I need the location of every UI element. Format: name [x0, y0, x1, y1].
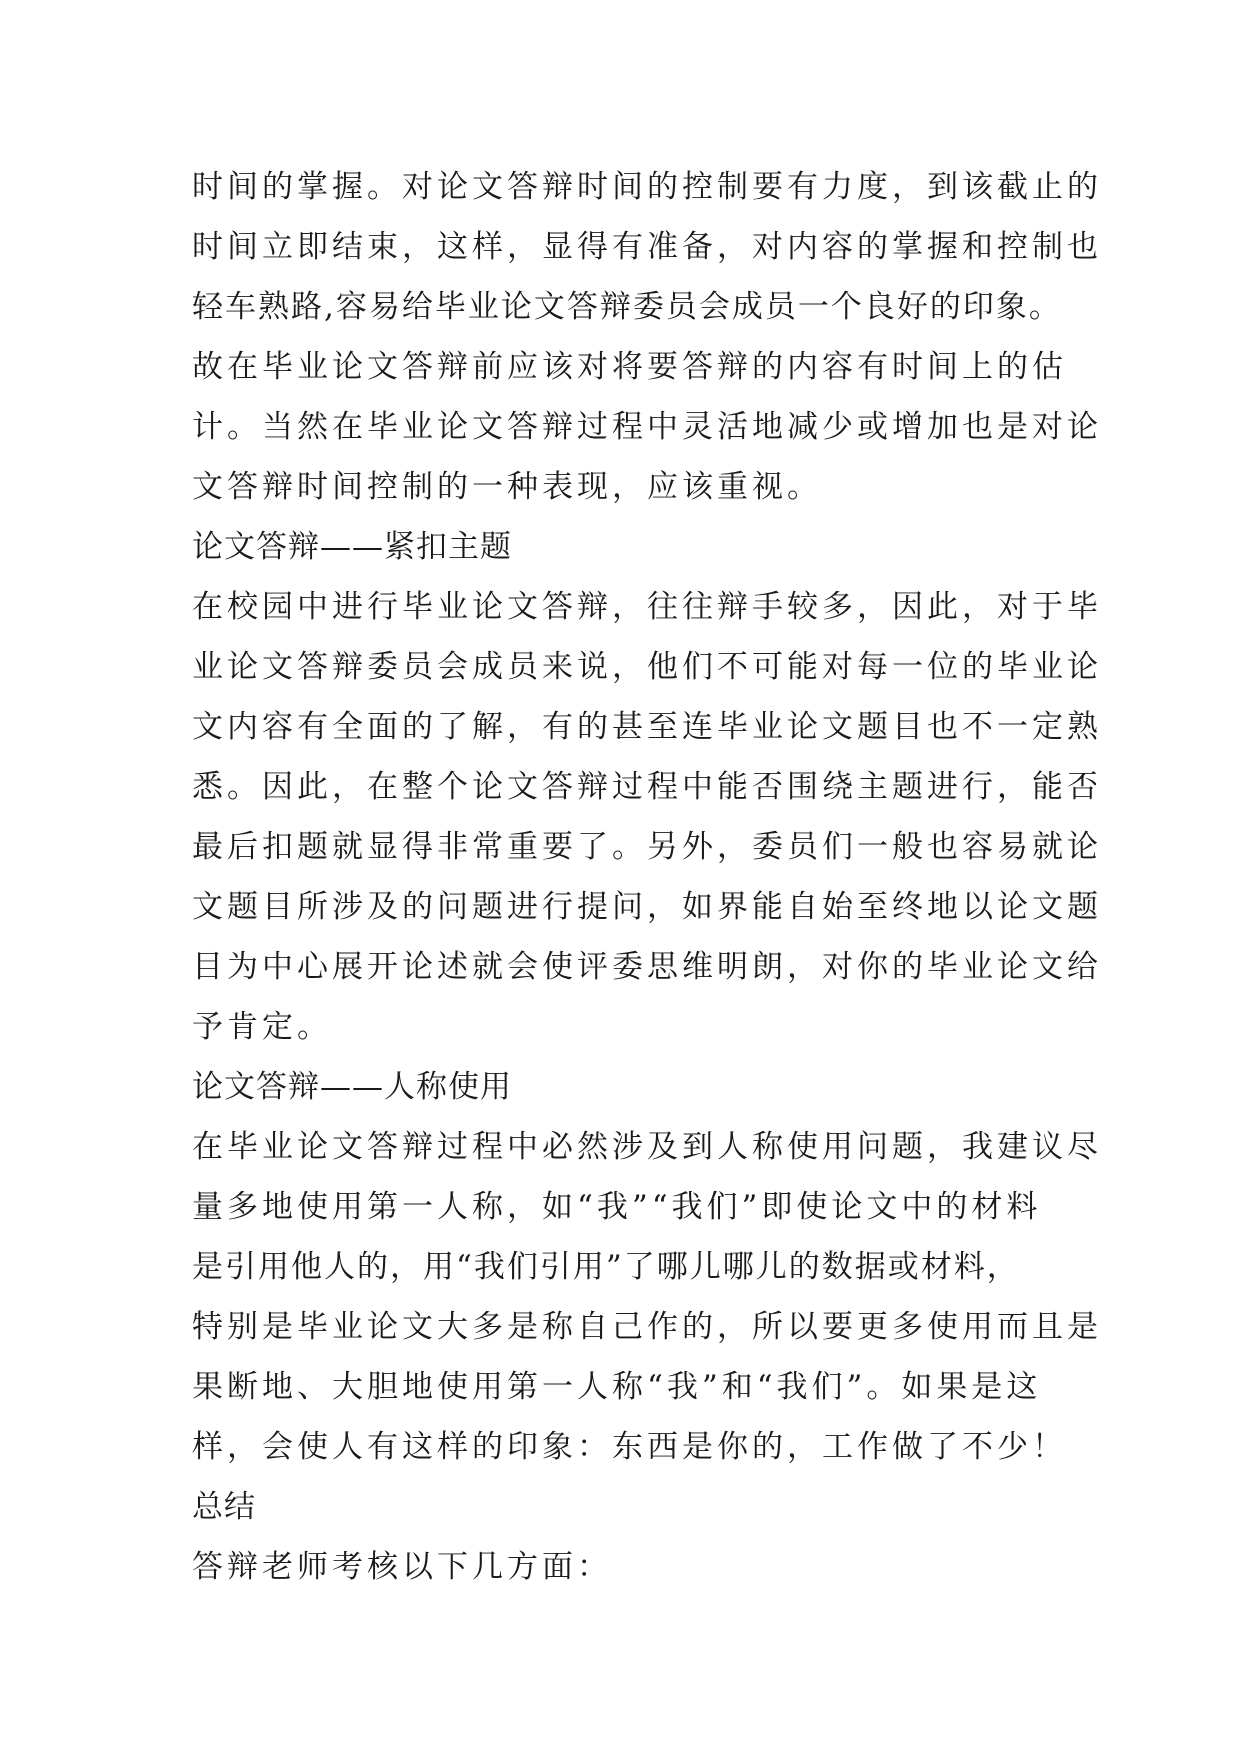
paragraph-line: 文题目所涉及的问题进行提问，如界能自始至终地以论文题: [192, 889, 1102, 925]
paragraph-line: 答辩老师考核以下几方面：: [192, 1549, 612, 1585]
section-heading: 总结: [192, 1489, 256, 1525]
paragraph-line: 予肯定。: [192, 1009, 332, 1045]
paragraph-line: 时间的掌握。对论文答辩时间的控制要有力度，到该截止的: [192, 169, 1102, 205]
paragraph-line: 故在毕业论文答辩前应该对将要答辩的内容有时间上的估: [192, 349, 1067, 385]
paragraph-line: 时间立即结束，这样，显得有准备，对内容的掌握和控制也: [192, 229, 1102, 265]
section-heading: 论文答辩——人称使用: [192, 1069, 512, 1105]
paragraph-line: 在校园中进行毕业论文答辩，往往辩手较多，因此，对于毕: [192, 589, 1102, 625]
paragraph-line: 在毕业论文答辩过程中必然涉及到人称使用问题，我建议尽: [192, 1129, 1102, 1165]
paragraph-line: 果断地、大胆地使用第一人称“我”和“我们”。如果是这: [192, 1369, 1042, 1405]
paragraph-line: 轻车熟路,容易给毕业论文答辩委员会成员一个良好的印象。: [192, 289, 1062, 325]
paragraph-line: 特别是毕业论文大多是称自己作的，所以要更多使用而且是: [192, 1309, 1102, 1345]
paragraph-line: 目为中心展开论述就会使评委思维明朗，对你的毕业论文给: [192, 949, 1102, 985]
paragraph-line: 最后扣题就显得非常重要了。另外，委员们一般也容易就论: [192, 829, 1102, 865]
paragraph-line: 是引用他人的，用“我们引用”了哪儿哪儿的数据或材料，: [192, 1249, 1020, 1285]
paragraph-line: 量多地使用第一人称，如“我”“我们”即使论文中的材料: [192, 1189, 1042, 1225]
paragraph-line: 悉。因此，在整个论文答辩过程中能否围绕主题进行，能否: [192, 769, 1102, 805]
body-text: [192, 157, 1102, 1597]
paragraph-line: 文答辩时间控制的一种表现，应该重视。: [192, 469, 822, 505]
paragraph-line: 计。当然在毕业论文答辩过程中灵活地减少或增加也是对论: [192, 409, 1102, 445]
paragraph-line: 样，会使人有这样的印象：东西是你的，工作做了不少！: [192, 1429, 1067, 1465]
paragraph-line: 业论文答辩委员会成员来说，他们不可能对每一位的毕业论: [192, 649, 1102, 685]
section-heading: 论文答辩——紧扣主题: [192, 529, 512, 565]
paragraph-line: 文内容有全面的了解，有的甚至连毕业论文题目也不一定熟: [192, 709, 1102, 745]
